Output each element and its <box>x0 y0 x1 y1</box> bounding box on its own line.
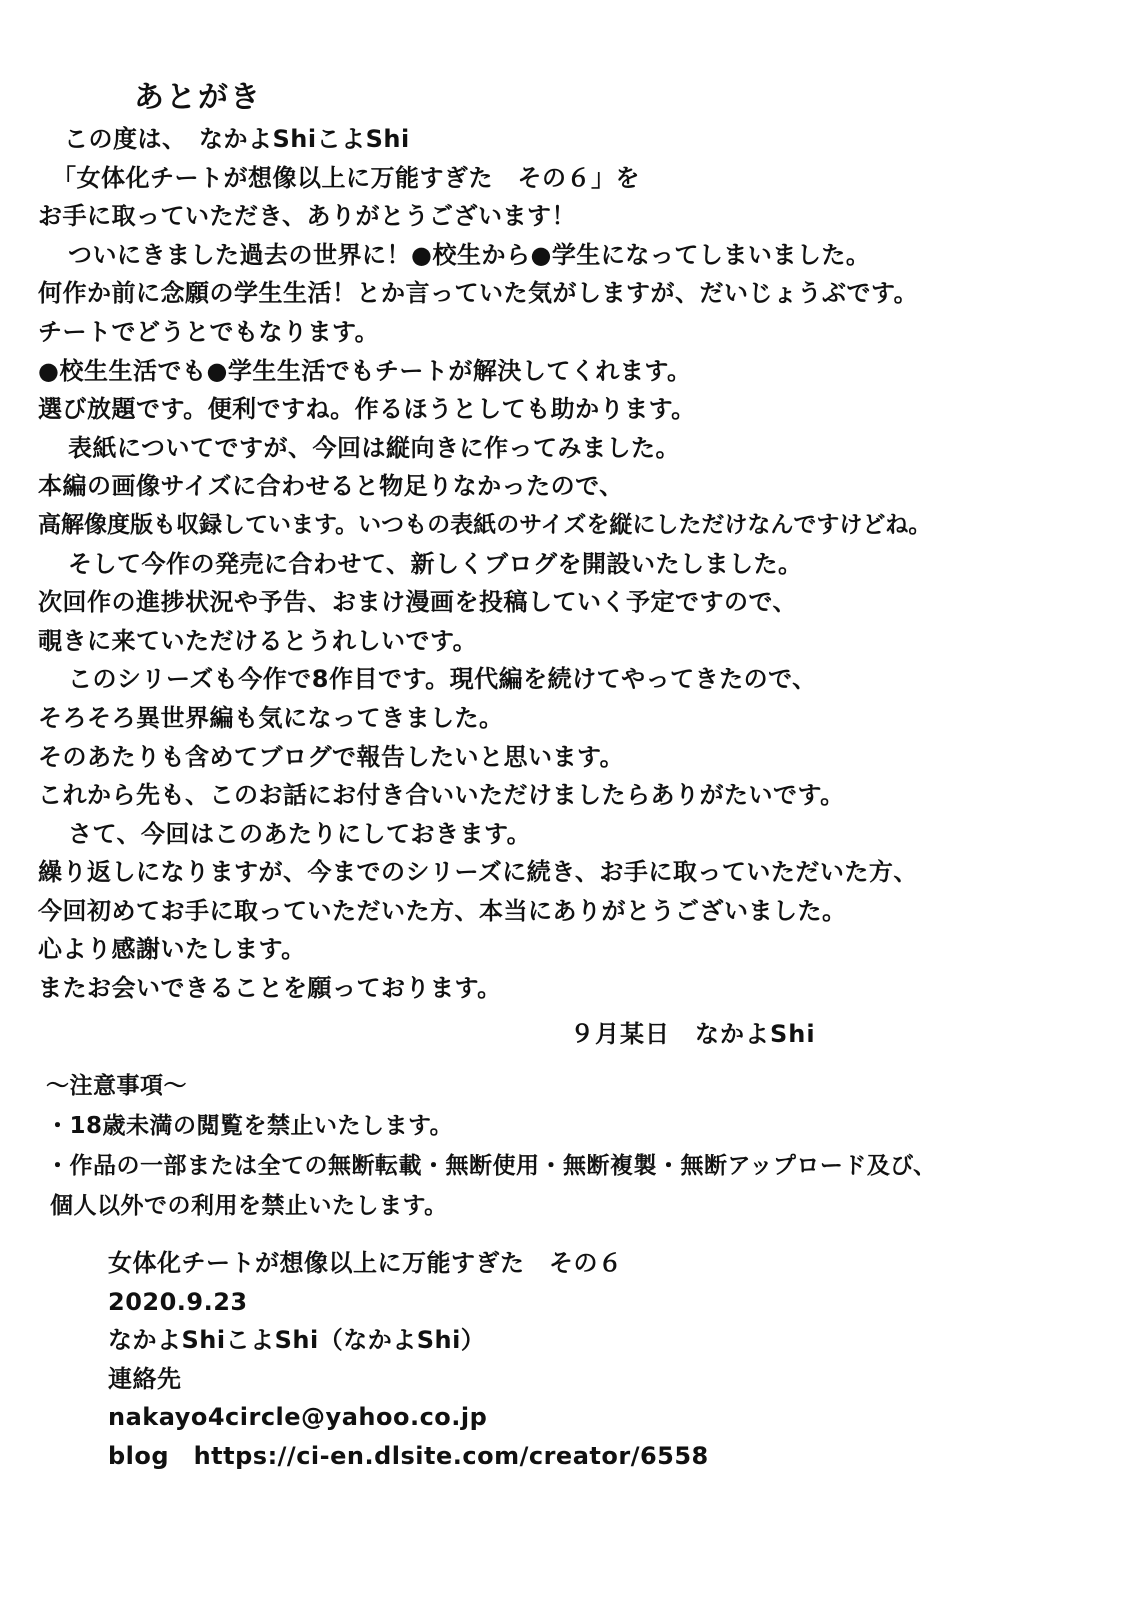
colophon-work-title: 女体化チートが想像以上に万能すぎた その６ <box>108 1249 623 1277</box>
body-line: またお会いできることを願っております。 <box>38 974 502 1003</box>
body-line: 次回作の進捗状況や予告、おまけ漫画を投稿していく予定ですので、 <box>38 588 798 617</box>
body-line: 覗きに来ていただけるとうれしいです。 <box>38 626 478 655</box>
body-line: そして今作の発売に合わせて、新しくブログを開設いたしました。 <box>68 549 803 578</box>
notice-section <box>46 1066 1106 1226</box>
body-line: 心より感謝いたします。 <box>38 935 306 964</box>
body-line: 何作か前に念願の学生生活！とか言っていた気がしますが、だいじょうぶです。 <box>38 279 919 308</box>
colophon-circle: なかよShiこよShi（なかよShi） <box>108 1326 486 1354</box>
body-line: ●校生生活でも●学生生活でもチートが解決してくれます。 <box>38 356 692 385</box>
body-line: お手に取っていただき、ありがとうございます！ <box>38 202 577 231</box>
body-line: そのあたりも含めてブログで報告したいと思います。 <box>38 742 625 771</box>
body-line: さて、今回はこのあたりにしておきます。 <box>68 819 532 848</box>
body-line: 高解像度版も収録しています。いつもの表紙のサイズを縦にしただけなんですけどね。 <box>38 511 932 538</box>
body-line: このシリーズも今作で8作目です。現代編を続けてやってきたので、 <box>68 665 817 694</box>
body-line: 本編の画像サイズに合わせると物足りなかったので、 <box>38 472 624 501</box>
body-line: そろそろ異世界編も気になってきました。 <box>38 703 504 732</box>
notice-item: ・作品の一部または全ての無断転載・無断使用・無断複製・無断アップロード及び、 <box>46 1153 937 1179</box>
body-line: これから先も、このお話にお付き合いいただけましたらありがたいです。 <box>38 781 845 810</box>
notice-item: ・18歳未満の閲覧を禁止いたします。 <box>46 1113 454 1139</box>
body-line: ついにきました過去の世界に！●校生から●学生になってしまいました。 <box>68 240 871 269</box>
colophon-date: 2020.9.23 <box>108 1287 248 1316</box>
body-line: 今回初めてお手に取っていただいた方、本当にありがとうございました。 <box>38 896 847 925</box>
body-line: 「女体化チートが想像以上に万能すぎた その６」を <box>52 163 640 192</box>
notice-title: 〜注意事項〜 <box>46 1073 187 1099</box>
body-line: 選び放題です。便利ですね。作るほうとしても助かります。 <box>38 395 696 424</box>
colophon-email: nakayo4circle@yahoo.co.jp <box>108 1403 488 1431</box>
afterword-body <box>38 120 1118 1008</box>
afterword-heading: あとがき <box>134 80 262 115</box>
body-line: チートでどうとでもなります。 <box>38 317 380 346</box>
signature: ９月某日 なかよShi <box>570 1020 816 1048</box>
body-line: 繰り返しになりますが、今までのシリーズに続き、お手に取っていただいた方、 <box>38 858 918 887</box>
body-line: 表紙についてですが、今回は縦向きに作ってみました。 <box>68 433 681 462</box>
colophon-blog: blog https://ci-en.dlsite.com/creator/6558 <box>108 1441 709 1470</box>
notice-item-continuation: 個人以外での利用を禁止いたします。 <box>50 1193 448 1219</box>
colophon <box>108 1244 1068 1475</box>
colophon-contact-label: 連絡先 <box>108 1364 182 1393</box>
body-line: この度は、 なかよShiこよShi <box>64 125 410 153</box>
